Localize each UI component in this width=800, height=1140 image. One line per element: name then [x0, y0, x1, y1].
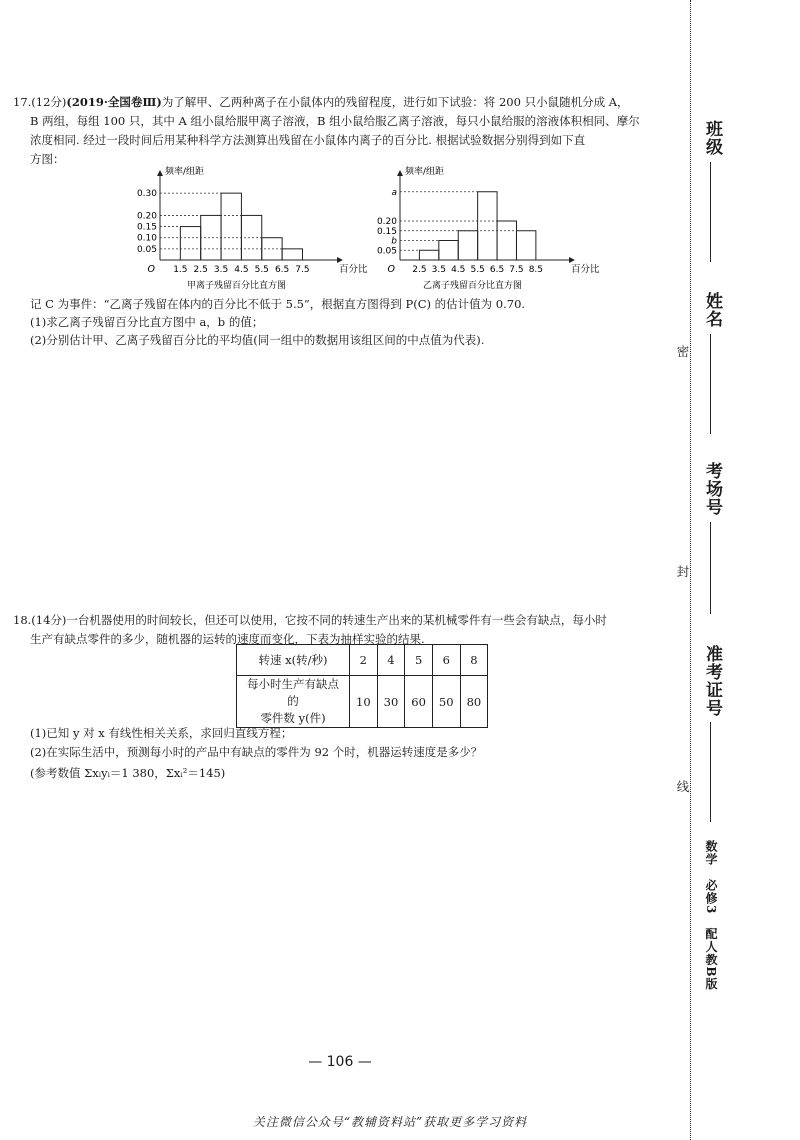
- histogram-bar: [478, 192, 497, 260]
- x-tick-label: 8.5: [528, 265, 544, 275]
- y-tick-label: 0.15: [136, 222, 157, 233]
- histogram-yi: [350, 165, 600, 291]
- seal-xian: 线: [675, 780, 690, 794]
- x-tick-label: 5.5: [254, 265, 269, 275]
- y-tick-label: 0.15: [376, 226, 397, 237]
- q17-line-1: [13, 94, 629, 110]
- histogram-bar: [497, 221, 516, 260]
- q17-line-3: 浓度相同. 经过一段时间后用某种科学方法测算出残留在小鼠体内离子的百分比. 根据试验数据分别得到如下直: [30, 133, 586, 147]
- q17-sub-2: (2)分别估计甲、乙离子残留百分比的平均值(同一组中的数据用该组区间的中点值为代表).: [30, 333, 485, 347]
- table-row: [237, 676, 488, 728]
- q17-event-c: 记 C 为事件：“乙离子残留在体内的百分比不低于 5.5”，根据直方图得到 P(C) 的估计值为 0.70.: [30, 297, 526, 311]
- x-tick-label: 4.5: [234, 265, 249, 275]
- table-cell: 80: [460, 676, 488, 728]
- name-label: 姓名: [702, 292, 722, 328]
- class-underline: [710, 162, 711, 262]
- q17-source: (2019·全国卷Ⅲ): [66, 95, 162, 109]
- q17-header: 17.(12分): [13, 95, 67, 109]
- table-cell: 50: [432, 676, 460, 728]
- y-tick-label: 0.05: [376, 246, 397, 257]
- y-tick-label: 0.10: [136, 233, 157, 244]
- y-tick-label: 0.20: [376, 217, 397, 227]
- admission-id-label: 准考证号: [702, 645, 722, 717]
- y-tick-label: 0.20: [136, 211, 157, 222]
- class-label: 班级: [702, 120, 722, 156]
- admission-id-underline: [710, 722, 711, 822]
- x-tick-label: 7.5: [509, 265, 524, 275]
- histogram-bar: [180, 227, 200, 260]
- y-tick-label: 0.30: [136, 189, 157, 200]
- histogram-bar: [458, 231, 477, 260]
- q18-data-table: [236, 644, 488, 728]
- x-tick-label: 4.5: [451, 265, 466, 275]
- x-tick-label: 3.5: [213, 265, 229, 275]
- footer-watermark: 关注微信公众号“教辅资料站”获取更多学习资料: [252, 1115, 528, 1129]
- table-cell: 60: [405, 676, 433, 728]
- page-number: — 106 —: [308, 1054, 372, 1070]
- x-axis-label: 百分比: [571, 264, 600, 275]
- seal-mi: 密: [675, 345, 690, 359]
- q18-line-2: 生产有缺点零件的多少，随机器的运转的速度而变化，下表为抽样实验的结果.: [30, 632, 425, 646]
- origin-label: O: [387, 264, 395, 275]
- q18-sub-2: (2)在实际生活中，预测每小时的产品中有缺点的零件为 92 个时，机器运转速度是多少？: [30, 745, 483, 759]
- x-tick-label: 2.5: [412, 265, 427, 275]
- histogram-bar: [201, 215, 221, 260]
- y-axis-arrow: [397, 170, 403, 176]
- seal-feng: 封: [675, 565, 690, 579]
- table-cell: 8: [460, 645, 488, 676]
- y-tick-label: a: [391, 187, 397, 198]
- x-tick-label: 2.5: [193, 265, 208, 275]
- y-axis-label: 频率/组距: [405, 167, 445, 177]
- histogram-bar: [282, 249, 302, 260]
- q18-text-1: 一台机器使用的时间较长，但还可以使用，它按不同的转速生产出来的某机械零件有一些会有缺点，每小时: [66, 613, 607, 627]
- x-tick-label: 6.5: [489, 265, 505, 275]
- table-row2-label-a: 每小时生产有缺点的: [247, 677, 339, 708]
- q17-text-1: 为了解甲、乙两种离子在小鼠体内的残留程度，进行如下试验：将 200 只小鼠随机分成 A，: [161, 95, 629, 109]
- cut-dotted-line: [690, 0, 691, 1140]
- name-underline: [710, 334, 711, 434]
- q17-line-2: B 两组，每组 100 只，其中 A 组小鼠给服甲离子溶液，B 组小鼠给服乙离子溶液，每只小鼠给服的溶液体积相同、摩尔: [30, 114, 640, 128]
- x-tick-label: 5.5: [470, 265, 485, 275]
- chart-title: 甲离子残留百分比直方图: [186, 281, 287, 291]
- table-cell: 4: [377, 645, 405, 676]
- table-cell: 10: [350, 676, 378, 728]
- table-cell: 2: [350, 645, 378, 676]
- chart-title: 乙离子残留百分比直方图: [422, 281, 523, 291]
- y-tick-label: 0.05: [136, 244, 157, 255]
- exam-room-underline: [710, 522, 711, 614]
- q18-reference: (参考数值 Σxᵢyᵢ＝1 380，Σxᵢ²＝145): [30, 766, 226, 780]
- q17-line-4: 方图：: [30, 152, 65, 166]
- q18-line-1: [13, 612, 607, 628]
- q18-sub-1: (1)已知 y 对 x 有线性相关关系，求回归直线方程；: [30, 726, 293, 740]
- x-axis-arrow: [337, 257, 343, 263]
- histogram-bar: [439, 241, 458, 261]
- origin-label: O: [147, 264, 155, 275]
- x-axis-label: 百分比: [339, 264, 368, 275]
- histogram-jia: [110, 165, 368, 291]
- histogram-bar: [221, 193, 241, 260]
- y-axis-arrow: [157, 170, 163, 176]
- q18-header: 18.(14分): [13, 613, 67, 627]
- x-tick-label: 3.5: [431, 265, 446, 275]
- x-tick-label: 7.5: [295, 265, 310, 275]
- table-row2-label: [237, 676, 350, 728]
- x-axis-arrow: [569, 257, 575, 263]
- book-info: 数学 必修3 配人教B版: [704, 840, 718, 991]
- exam-room-label: 考场号: [702, 462, 722, 516]
- y-axis-label: 频率/组距: [165, 167, 205, 177]
- table-row: [237, 645, 488, 676]
- table-row2-label-b: 零件数 y(件): [260, 711, 326, 725]
- table-row1-label: 转速 x(转/秒): [237, 645, 350, 676]
- q17-sub-1: (1)求乙离子残留百分比直方图中 a，b 的值；: [30, 315, 264, 329]
- x-tick-label: 1.5: [173, 265, 188, 275]
- table-cell: 5: [405, 645, 433, 676]
- x-tick-label: 6.5: [274, 265, 290, 275]
- table-cell: 30: [377, 676, 405, 728]
- histogram-bar: [516, 231, 535, 260]
- y-tick-label: b: [391, 236, 397, 247]
- histogram-bar: [419, 250, 438, 260]
- table-cell: 6: [432, 645, 460, 676]
